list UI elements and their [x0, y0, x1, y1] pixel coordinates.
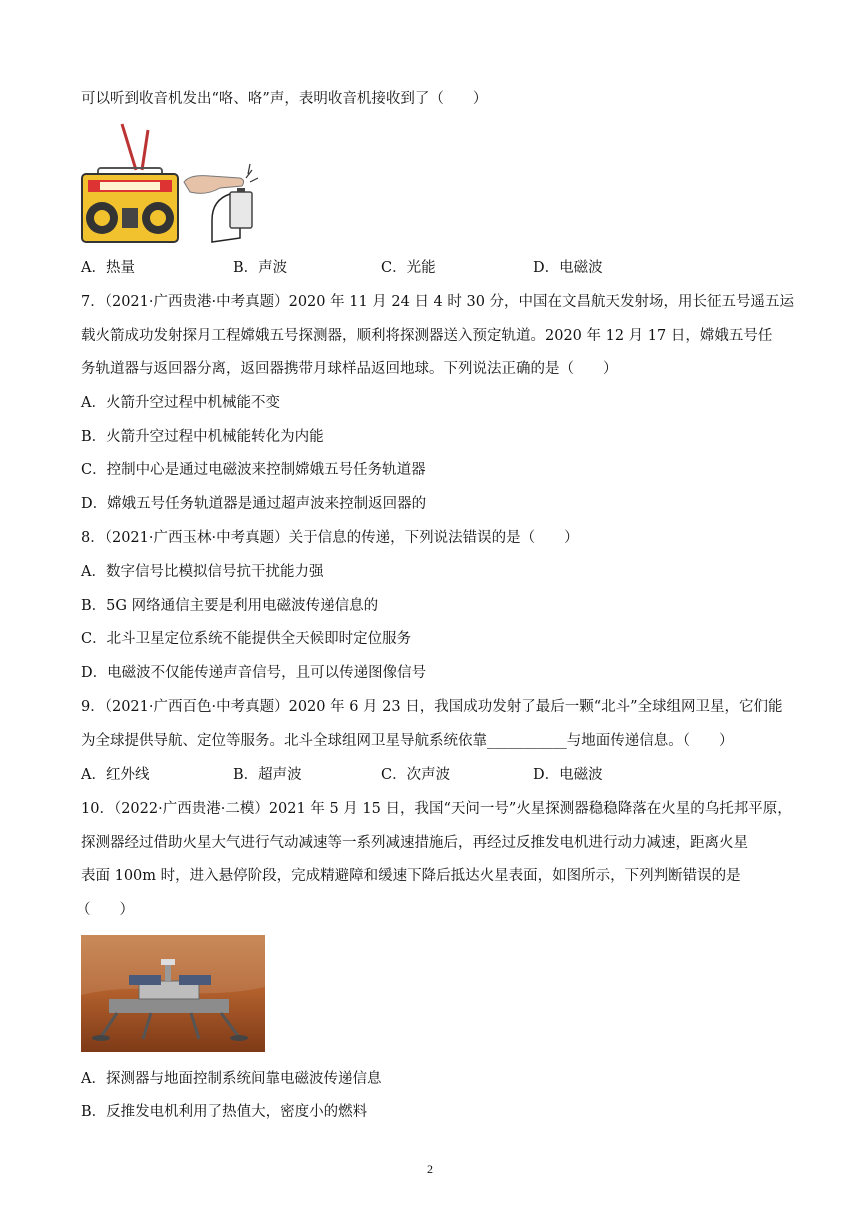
- q9-option-c: C．次声波: [381, 767, 451, 783]
- q7-stem-line-2: 载火箭成功发射探月工程嫦娥五号探测器，顺利将探测器送入预定轨道。2020 年 12 月 17 日，嫦娥五号任: [81, 328, 773, 344]
- q10-option-b: B．反推发电机利用了热值大，密度小的燃料: [81, 1104, 368, 1120]
- q9-stem-line-2: 为全球提供导航、定位等服务。北斗全球组网卫星导航系统依靠___________与地面传递信息。（ ）: [81, 733, 734, 749]
- q10-stem-line-2: 探测器经过借助火星大气进行气动减速等一系列减速措施后，再经过反推发电机进行动力减速，距离火星: [81, 835, 748, 851]
- radio-and-battery-figure: [80, 120, 280, 250]
- q10-stem-line-3: 表面 100m 时，进入悬停阶段，完成精避障和缓速下降后抵达火星表面，如图所示，下列判断错误的是: [81, 868, 741, 884]
- q6-option-b: B．声波: [233, 260, 288, 276]
- q8-option-c: C．北斗卫星定位系统不能提供全天候即时定位服务: [81, 631, 412, 647]
- q10-stem-line-4: （ ）: [76, 902, 134, 918]
- q10-option-a: A．探测器与地面控制系统间靠电磁波传递信息: [81, 1071, 382, 1087]
- q7-option-d: D．嫦娥五号任务轨道器是通过超声波来控制返回器的: [81, 496, 427, 512]
- q9-option-b: B．超声波: [233, 767, 302, 783]
- q7-option-c: C．控制中心是通过电磁波来控制嫦娥五号任务轨道器: [81, 462, 426, 478]
- q8-stem: 8．（2021·广西玉林·中考真题）关于信息的传递，下列说法错误的是（ ）: [81, 530, 579, 546]
- q8-option-a: A．数字信号比模拟信号抗干扰能力强: [81, 564, 324, 580]
- q6-option-d: D．电磁波: [533, 260, 603, 276]
- q9-stem-line-1: 9．（2021·广西百色·中考真题）2020 年 6 月 23 日，我国成功发射了最后一颗“北斗”全球组网卫星，它们能: [81, 699, 783, 715]
- q6-option-c: C．光能: [381, 260, 436, 276]
- q6-option-a: A．热量: [81, 260, 135, 276]
- q7-option-b: B．火箭升空过程中机械能转化为内能: [81, 429, 324, 445]
- q9-option-a: A．红外线: [81, 767, 150, 783]
- q10-stem-line-1: 10．（2022·广西贵港·二模）2021 年 5 月 15 日，我国“天问一号”火星探测器稳稳降落在火星的乌托邦平原，: [81, 801, 792, 817]
- q8-option-b: B．5G 网络通信主要是利用电磁波传递信息的: [81, 598, 379, 614]
- q7-stem-line-3: 务轨道器与返回器分离，返回器携带月球样品返回地球。下列说法正确的是（ ）: [81, 361, 618, 377]
- q6-stem: 可以听到收音机发出“咯、咯”声，表明收音机接收到了（ ）: [81, 91, 488, 107]
- mars-rover-photo: [81, 935, 265, 1056]
- q7-option-a: A．火箭升空过程中机械能不变: [81, 395, 280, 411]
- q8-option-d: D．电磁波不仅能传递声音信号，且可以传递图像信号: [81, 665, 427, 681]
- q9-option-d: D．电磁波: [533, 767, 603, 783]
- radio-illustration: [80, 120, 280, 246]
- page-number: 2: [427, 1162, 433, 1176]
- q7-stem-line-1: 7．（2021·广西贵港·中考真题）2020 年 11 月 24 日 4 时 30 分，中国在文昌航天发射场，用长征五号遥五运: [81, 294, 795, 310]
